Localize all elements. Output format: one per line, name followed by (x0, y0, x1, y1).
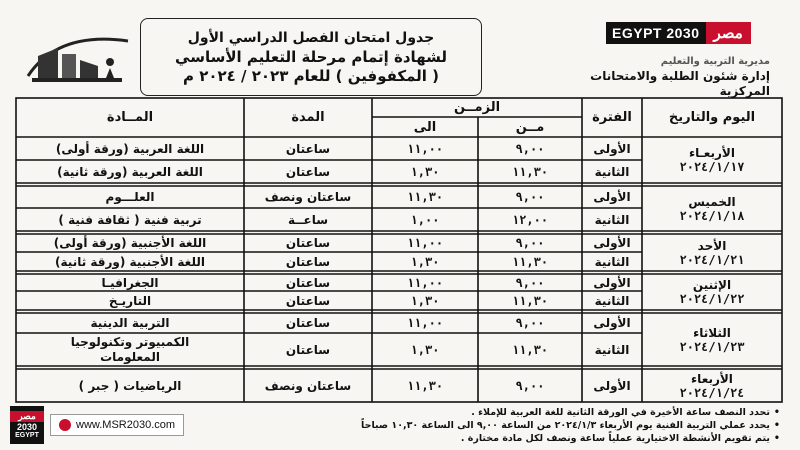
header-to: الى (413, 119, 437, 135)
from-cell: ٩,٠٠ (515, 190, 545, 204)
day-cell (642, 137, 782, 183)
note-text: يتم تقويم الأنشطة الاختيارية عملياً ساعة ونصف لكل مادة مختارة . (460, 433, 770, 444)
from-cell: ١١,٣٠ (511, 293, 549, 308)
to-cell: ١,٣٠ (410, 293, 440, 308)
day-name: الثلاثاء (693, 325, 731, 340)
duration-cell: ساعتان (285, 293, 331, 308)
day-date: ٢٠٢٤/١/١٨ (679, 208, 745, 223)
period-cell: الأولى (593, 141, 631, 156)
day-name: الخميس (688, 194, 736, 209)
from-cell: ١١,٣٠ (511, 342, 549, 357)
title-line-1: جدول امتحان الفصل الدراسي الأول (187, 29, 435, 46)
mini-logo-country: EGYPT (15, 432, 39, 439)
to-cell: ١١,٣٠ (406, 190, 444, 204)
note-item: •يحدد عملي التربية الفنية يوم الأربعاء ٢٠٢٤/١/٣ من الساعة ٩,٠٠ الى الساعة ١٠,٣٠ صباحاً (361, 420, 780, 431)
period-cell: الأولى (593, 316, 631, 330)
period-cell: الثانية (594, 254, 630, 269)
to-cell: ١١,٠٠ (406, 275, 444, 290)
day-name: الأحد (697, 238, 727, 253)
to-cell: ١١,٠٠ (406, 236, 444, 250)
from-cell: ٩,٠٠ (515, 378, 545, 393)
duration-cell: ساعتان (285, 342, 331, 357)
subject-cell: الرياضيات ( جبر ) (78, 378, 182, 393)
admin-line-1: إدارة شئون الطلبة والامتحانات (590, 69, 770, 83)
footer-notes (180, 406, 780, 445)
to-cell: ١١,٠٠ (406, 141, 444, 156)
egypt2030-mini-logo (10, 406, 44, 444)
mini-logo-year: 2030 (16, 422, 38, 432)
period-cell: الثانية (594, 164, 630, 179)
subject-cell: تربية فنية ( ثقافة فنية ) (58, 212, 202, 227)
note-text: تحدد النصف ساعة الأخيرة في الورقة الثانية للغة العربية للإملاء . (471, 407, 770, 418)
note-item: •تحدد النصف ساعة الأخيرة في الورقة الثانية للغة العربية للإملاء . (471, 407, 780, 418)
duration-cell: ساعتان (285, 236, 331, 250)
duration-cell: ساعتان ونصف (264, 190, 352, 204)
day-cell (642, 186, 782, 231)
brand-english: EGYPT 2030 (606, 22, 706, 44)
header-time: الزمــن (453, 100, 501, 115)
subject-cell: اللغة الأجنبية (ورقة أولى) (53, 236, 207, 250)
duration-cell: ساعتان (285, 164, 331, 179)
period-cell: الأولى (593, 378, 631, 393)
to-cell: ١,٠٠ (410, 212, 440, 227)
duration-cell: ساعتان (285, 316, 331, 330)
duration-cell: ساعتان (285, 254, 331, 269)
header-from: مــن (515, 119, 545, 135)
header-period: الفترة (592, 110, 632, 125)
day-date: ٢٠٢٤/١/٢١ (679, 252, 745, 267)
period-cell: الأولى (593, 275, 631, 290)
website-url-badge[interactable] (50, 414, 184, 436)
day-cell (642, 313, 782, 366)
to-cell: ١١,٣٠ (406, 378, 444, 393)
subject-cell: العلـــوم (105, 190, 155, 204)
period-cell: الأولى (593, 190, 631, 204)
day-name: الأربعاء (691, 371, 733, 386)
day-date: ٢٠٢٤/١/٢٢ (679, 292, 745, 306)
website-url[interactable]: www.MSR2030.com (76, 419, 176, 431)
subject-cell: التاريـخ (108, 293, 152, 308)
day-name: الإثنين (692, 278, 732, 292)
day-date: ٢٠٢٤/١/٢٤ (679, 385, 745, 400)
from-cell: ٩,٠٠ (515, 316, 545, 330)
duration-cell: ساعتان ونصف (264, 378, 352, 393)
to-cell: ١,٣٠ (410, 164, 440, 179)
title-line-2: لشهادة إتمام مرحلة التعليم الأساسي (175, 47, 447, 66)
subject-line-2: المعلومات (100, 349, 160, 364)
from-cell: ٩,٠٠ (515, 275, 545, 290)
duration-cell: ساعــة (288, 212, 328, 227)
note-text: يحدد عملي التربية الفنية يوم الأربعاء ٢٠٢٤/١/٣ من الساعة ٩,٠٠ الى الساعة ١٠,٣٠ صباحاً (361, 420, 770, 431)
title-line-3: ( المكفوفين ) للعام ٢٠٢٣ / ٢٠٢٤ م (182, 66, 440, 85)
from-cell: ٩,٠٠ (515, 141, 545, 156)
header-duration: المدة (291, 110, 325, 125)
header-day-date: اليوم والتاريخ (668, 110, 756, 125)
from-cell: ١١,٣٠ (511, 164, 549, 179)
day-cell (642, 369, 782, 402)
mini-logo-ar: مصر (10, 411, 44, 422)
subject-cell: اللغة العربية (ورقة أولى) (55, 141, 205, 156)
brand-arabic: مصر (706, 22, 751, 44)
directorate-label: مديرية التربية والتعليم (660, 56, 770, 67)
day-date: ٢٠٢٤/١/١٧ (679, 160, 745, 174)
day-cell (642, 234, 782, 271)
day-date: ٢٠٢٤/١/٢٣ (679, 339, 745, 354)
day-name: الأربعـاء (689, 146, 735, 160)
duration-cell: ساعتان (285, 275, 331, 290)
subject-cell: اللغة الأجنبية (ورقة ثانية) (55, 254, 205, 269)
to-cell: ١,٣٠ (410, 254, 440, 269)
subject-cell: اللغة العربية (ورقة ثانية) (57, 164, 203, 179)
duration-cell: ساعتان (285, 141, 331, 156)
from-cell: ١٢,٠٠ (511, 212, 549, 227)
to-cell: ١١,٠٠ (406, 316, 444, 330)
period-cell: الثانية (594, 342, 630, 357)
subject-line-1: الكمبيوتر وتكنولوجيا (70, 334, 190, 349)
day-cell (642, 274, 782, 310)
period-cell: الأولى (593, 236, 631, 250)
subject-cell: التربية الدينية (90, 316, 170, 330)
subject-cell (16, 333, 244, 366)
from-cell: ١١,٣٠ (511, 254, 549, 269)
header-subject: المــادة (106, 110, 154, 125)
period-cell: الثانية (594, 293, 630, 308)
period-cell: الثانية (594, 212, 630, 227)
subject-cell: الجغرافيـا (101, 275, 159, 290)
from-cell: ٩,٠٠ (515, 236, 545, 250)
to-cell: ١,٣٠ (410, 342, 440, 357)
note-item: •يتم تقويم الأنشطة الاختيارية عملياً ساعة ونصف لكل مادة مختارة . (460, 433, 780, 444)
admin-line-2: المركزية (719, 84, 770, 98)
globe-icon (59, 419, 71, 431)
